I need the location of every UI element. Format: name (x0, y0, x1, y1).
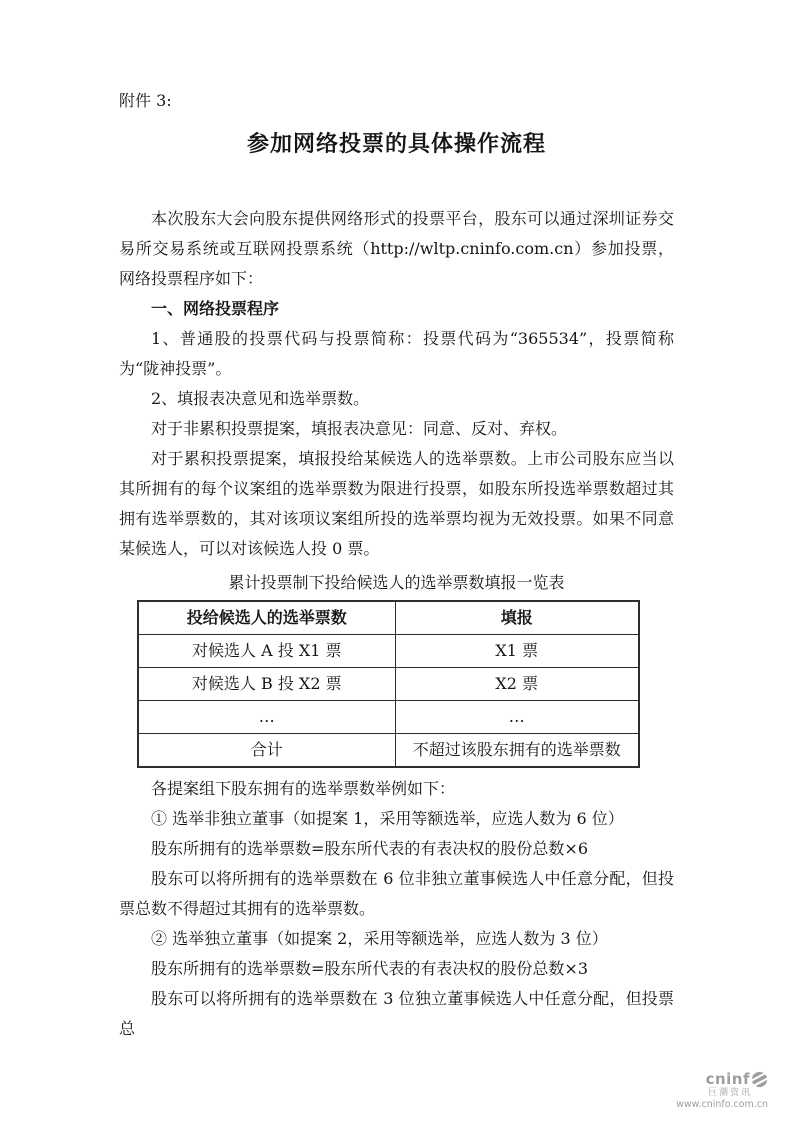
paragraph-item2-title: ② 选举独立董事（如提案 2，采用等额选举，应选人数为 3 位） (151, 929, 608, 948)
table-cell: 不超过该股东拥有的选举票数 (395, 734, 639, 768)
table-header-row (138, 601, 639, 635)
page-title: 参加网络投票的具体操作流程 (246, 132, 546, 157)
paragraph-item1-title: ① 选举非独立董事（如提案 1，采用等额选举，应选人数为 6 位） (151, 809, 624, 828)
table-cell: 对候选人 B 投 X2 票 (138, 668, 395, 701)
paragraph-non-cumulative: 对于非累积投票提案，填报表决意见：同意、反对、弃权。 (151, 419, 568, 438)
cninfo-logo (676, 1071, 768, 1110)
cumulative-vote-table (137, 600, 640, 768)
cninfo-url: www.cninfo.com.cn (676, 1098, 768, 1110)
table-cell: … (138, 701, 395, 734)
table-row (138, 668, 639, 701)
cninfo-brand-row (676, 1071, 768, 1088)
paragraph-item1-rule: 股东可以将所拥有的选举票数在 6 位非独立董事候选人中任意分配，但投票总数不得超过其拥有的选举票数。 (119, 869, 674, 918)
paragraph-vote-code: 1、普通股的投票代码与投票简称：投票代码为“365534”，投票简称为“陇神投票”。 (119, 329, 674, 378)
paragraph-item2-rule: 股东可以将所拥有的选举票数在 3 位独立董事候选人中任意分配，但投票总 (119, 989, 674, 1038)
table-row (138, 734, 639, 768)
paragraph-intro: 本次股东大会向股东提供网络形式的投票平台，股东可以通过深圳证券交易所交易系统或互联网投票系统（http://wltp.cninfo.com.cn）参加投票，网络投票程序如下： (119, 209, 674, 288)
cninfo-chinese-name: 巨潮资讯 (707, 1087, 752, 1098)
paragraph-item2-formula: 股东所拥有的选举票数=股东所代表的有表决权的股份总数×3 (151, 959, 588, 978)
paragraph-cumulative: 对于累积投票提案，填报投给某候选人的选举票数。上市公司股东应当以其所拥有的每个议案组的选举票数为限进行投票，如股东所投选举票数超过其拥有选举票数的，其对该项议案组所投的选举票均视为无效投票。如果不同意某候选人，可以对该候选人投 0 票。 (119, 449, 674, 558)
table-cell: X1 票 (395, 635, 639, 668)
paragraph-item1-formula: 股东所拥有的选举票数=股东所代表的有表决权的股份总数×6 (151, 839, 588, 858)
table-row (138, 701, 639, 734)
cninfo-brand-text: cninf (705, 1069, 750, 1088)
attachment-label: 附件 3: (119, 91, 172, 110)
table-cell: … (395, 701, 639, 734)
table-caption: 累计投票制下投给候选人的选举票数填报一览表 (228, 573, 565, 592)
header-cell-votes: 投给候选人的选举票数 (138, 601, 395, 635)
section-heading-network-voting: 一、网络投票程序 (151, 299, 280, 318)
paragraph-examples-intro: 各提案组下股东拥有的选举票数举例如下： (151, 779, 456, 798)
header-cell-fill: 填报 (395, 601, 639, 635)
cninfo-swirl-icon (751, 1071, 768, 1088)
table-cell: 合计 (138, 734, 395, 768)
paragraph-fill-opinion: 2、填报表决意见和选举票数。 (151, 389, 370, 408)
table-cell: 对候选人 A 投 X1 票 (138, 635, 395, 668)
table-cell: X2 票 (395, 668, 639, 701)
table-row (138, 635, 639, 668)
